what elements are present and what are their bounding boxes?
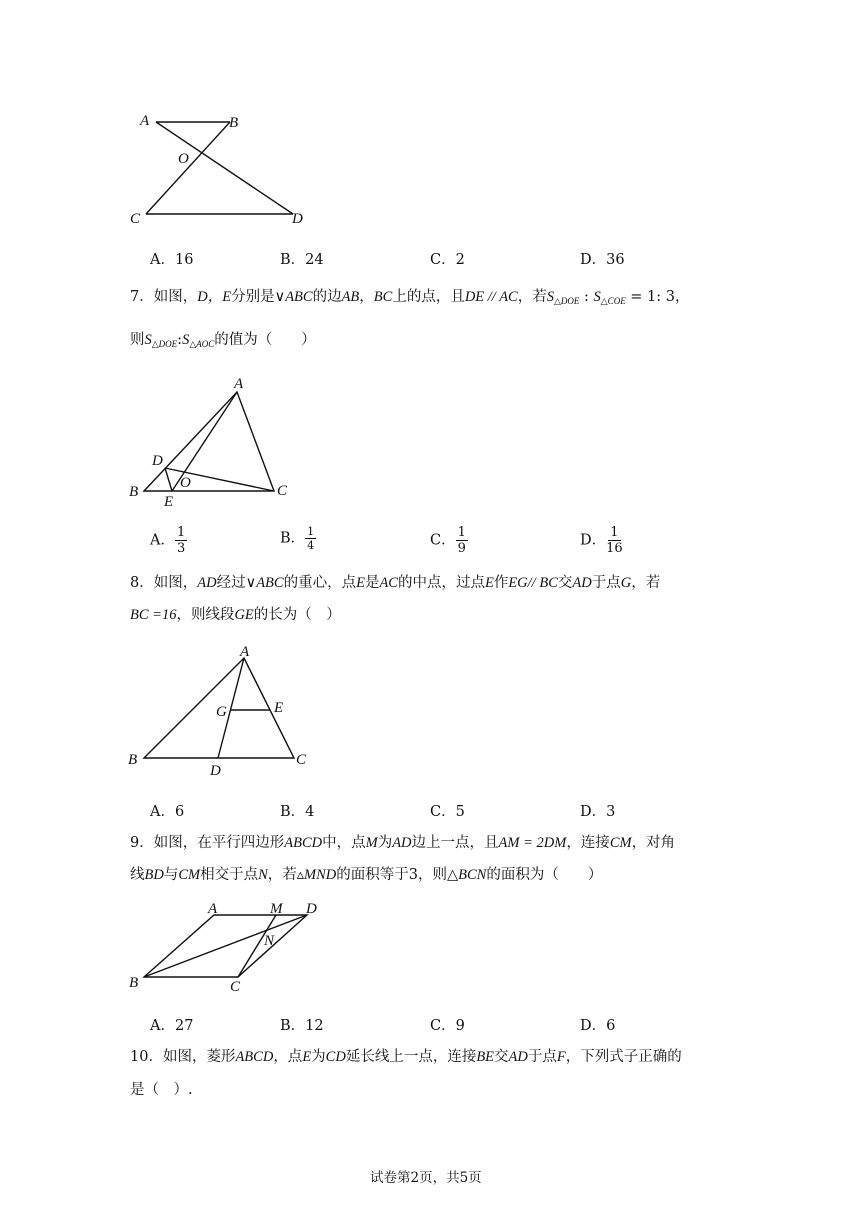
- question-7-line-1: 7．如图，D，E分别是∨ABC的边AB，BC上的点，且DE // AC，若$S_{\triangle DOE}$ : $S_{\triangle COE} = 1$: 3，: [130, 289, 690, 306]
- fig9-label-c: C: [230, 979, 241, 995]
- question-10-line-2: 是（ ）.: [130, 1082, 193, 1098]
- fig7-label-c: C: [277, 483, 288, 499]
- fig7-label-d: D: [152, 453, 163, 469]
- question-8-line-1: 8．如图，AD经过∨ABC的重心，点E是AC的中点，过点E作EG// BC交AD于点G，若: [130, 575, 661, 591]
- q8-option-d: D．3: [580, 804, 616, 820]
- fig9-label-m: M: [270, 901, 283, 917]
- fig7-label-a: A: [234, 376, 244, 392]
- fig6-label-d: D: [292, 211, 303, 227]
- q9-option-d: D．6: [580, 1018, 616, 1034]
- fig7-label-e: E: [164, 494, 174, 510]
- fig8-label-e: E: [274, 700, 284, 716]
- fig9-label-d: D: [306, 901, 317, 917]
- question-7-line-2: 则$S_{\triangle DOE}:S_{\triangle AOC}$的值为（ ）: [130, 332, 316, 349]
- fig6-label-c: C: [130, 211, 141, 227]
- fig9-label-a: A: [208, 901, 218, 917]
- q8-option-a: A．6: [150, 804, 185, 820]
- q7-option-c: C． $\frac{1}{9}$: [430, 525, 466, 556]
- fig8-label-a: A: [240, 644, 250, 660]
- fig6-label-b: B: [229, 115, 239, 131]
- q6-option-b: B．24: [280, 252, 324, 268]
- figure-q6: [120, 105, 320, 230]
- question-8-line-2: BC =16，则线段GE的长为（ ）: [130, 607, 341, 623]
- fig6-label-o: O: [178, 151, 189, 167]
- q7-option-a: A． $\frac{1}{3}$: [150, 525, 186, 556]
- q8-option-c: C．5: [430, 804, 465, 820]
- fig8-label-b: B: [128, 752, 138, 768]
- q7-option-b: B． $\frac{1}{4}$: [280, 525, 315, 552]
- page-footer: 试卷第2页，共5页: [370, 1170, 482, 1186]
- q8-option-b: B．4: [280, 804, 315, 820]
- question-10-line-1: 10．如图，菱形ABCD，点E为CD延长线上一点，连接BE交AD于点F，下列式子正确的: [130, 1049, 682, 1065]
- figure-q8: [120, 640, 320, 780]
- fig8-label-c: C: [296, 752, 307, 768]
- figure-q9: [120, 895, 340, 1005]
- figure-q7: [120, 370, 300, 510]
- q6-option-a: A．16: [150, 252, 194, 268]
- question-9-line-1: 9．如图，在平行四边形ABCD中，点M为AD边上一点，且AM = 2DM，连接CM，对角: [130, 835, 676, 851]
- question-9-line-2: 线BD与CM相交于点N，若▵MND的面积等于3，则△BCN的面积为（ ）: [130, 867, 603, 883]
- q6-option-c: C．2: [430, 252, 465, 268]
- fig7-label-o: O: [180, 475, 191, 491]
- q9-option-b: B．12: [280, 1018, 324, 1034]
- fig8-label-d: D: [210, 763, 221, 779]
- q9-option-a: A．27: [150, 1018, 194, 1034]
- fig9-label-n: N: [264, 933, 275, 949]
- fig9-label-b: B: [129, 975, 139, 991]
- q7-option-d: D． $\frac{1}{16}$: [580, 525, 623, 556]
- fig6-label-a: A: [140, 113, 150, 129]
- fig8-label-g: G: [216, 704, 227, 720]
- q9-option-c: C．9: [430, 1018, 465, 1034]
- fig7-label-b: B: [129, 484, 139, 500]
- q6-option-d: D．36: [580, 252, 625, 268]
